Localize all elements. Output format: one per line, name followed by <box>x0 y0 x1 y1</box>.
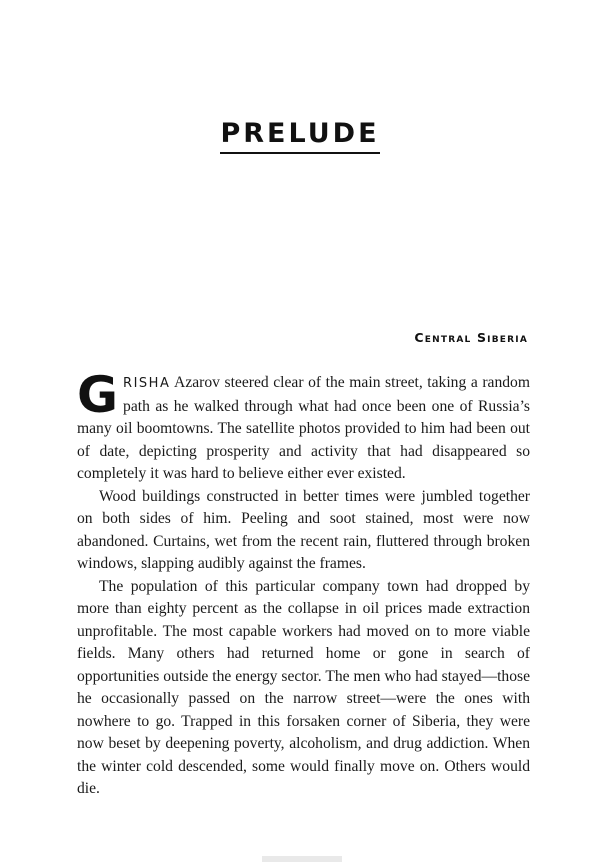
page-footer-mark <box>262 856 342 862</box>
paragraph-1 <box>77 366 530 486</box>
body-text <box>77 366 530 801</box>
chapter-title-container <box>0 118 600 154</box>
paragraph-1-text: Azarov steered clear of the main street, taking a random path as he walked through what had once been one of Russia’s many oil boomtowns. The satellite photos provided to him had been out of date, depicting prosperity and activity that had disappeared so completely it was hard to believe either ever existed. <box>77 374 530 482</box>
chapter-title: PRELUDE <box>220 118 379 154</box>
paragraph-3: The population of this particular company town had dropped by more than eighty percent as the collapse in oil prices made extraction unprofitable. The most capable workers had moved on to more viable fields. Many others had returned home or gone in search of opportunities outside the energy sector. The men who had stayed—those he occasionally passed on the narrow street—were the ones with nowhere to go. Trapped in this forsaken corner of Siberia, they were now beset by deepening poverty, alcoholism, and drug addiction. When the winter cold descended, some would finally move on. Others would die. <box>77 577 530 797</box>
drop-cap: G <box>77 366 119 424</box>
lead-word: RISHA <box>123 376 171 391</box>
paragraph-2: Wood buildings constructed in better times were jumbled together on both sides of him. Peeling and soot stained, most were now abandoned. Curtains, wet from the recent rain, fluttered through broken windows, slapping audibly against the frames. <box>77 487 530 572</box>
location-heading: Central Siberia <box>414 330 528 345</box>
